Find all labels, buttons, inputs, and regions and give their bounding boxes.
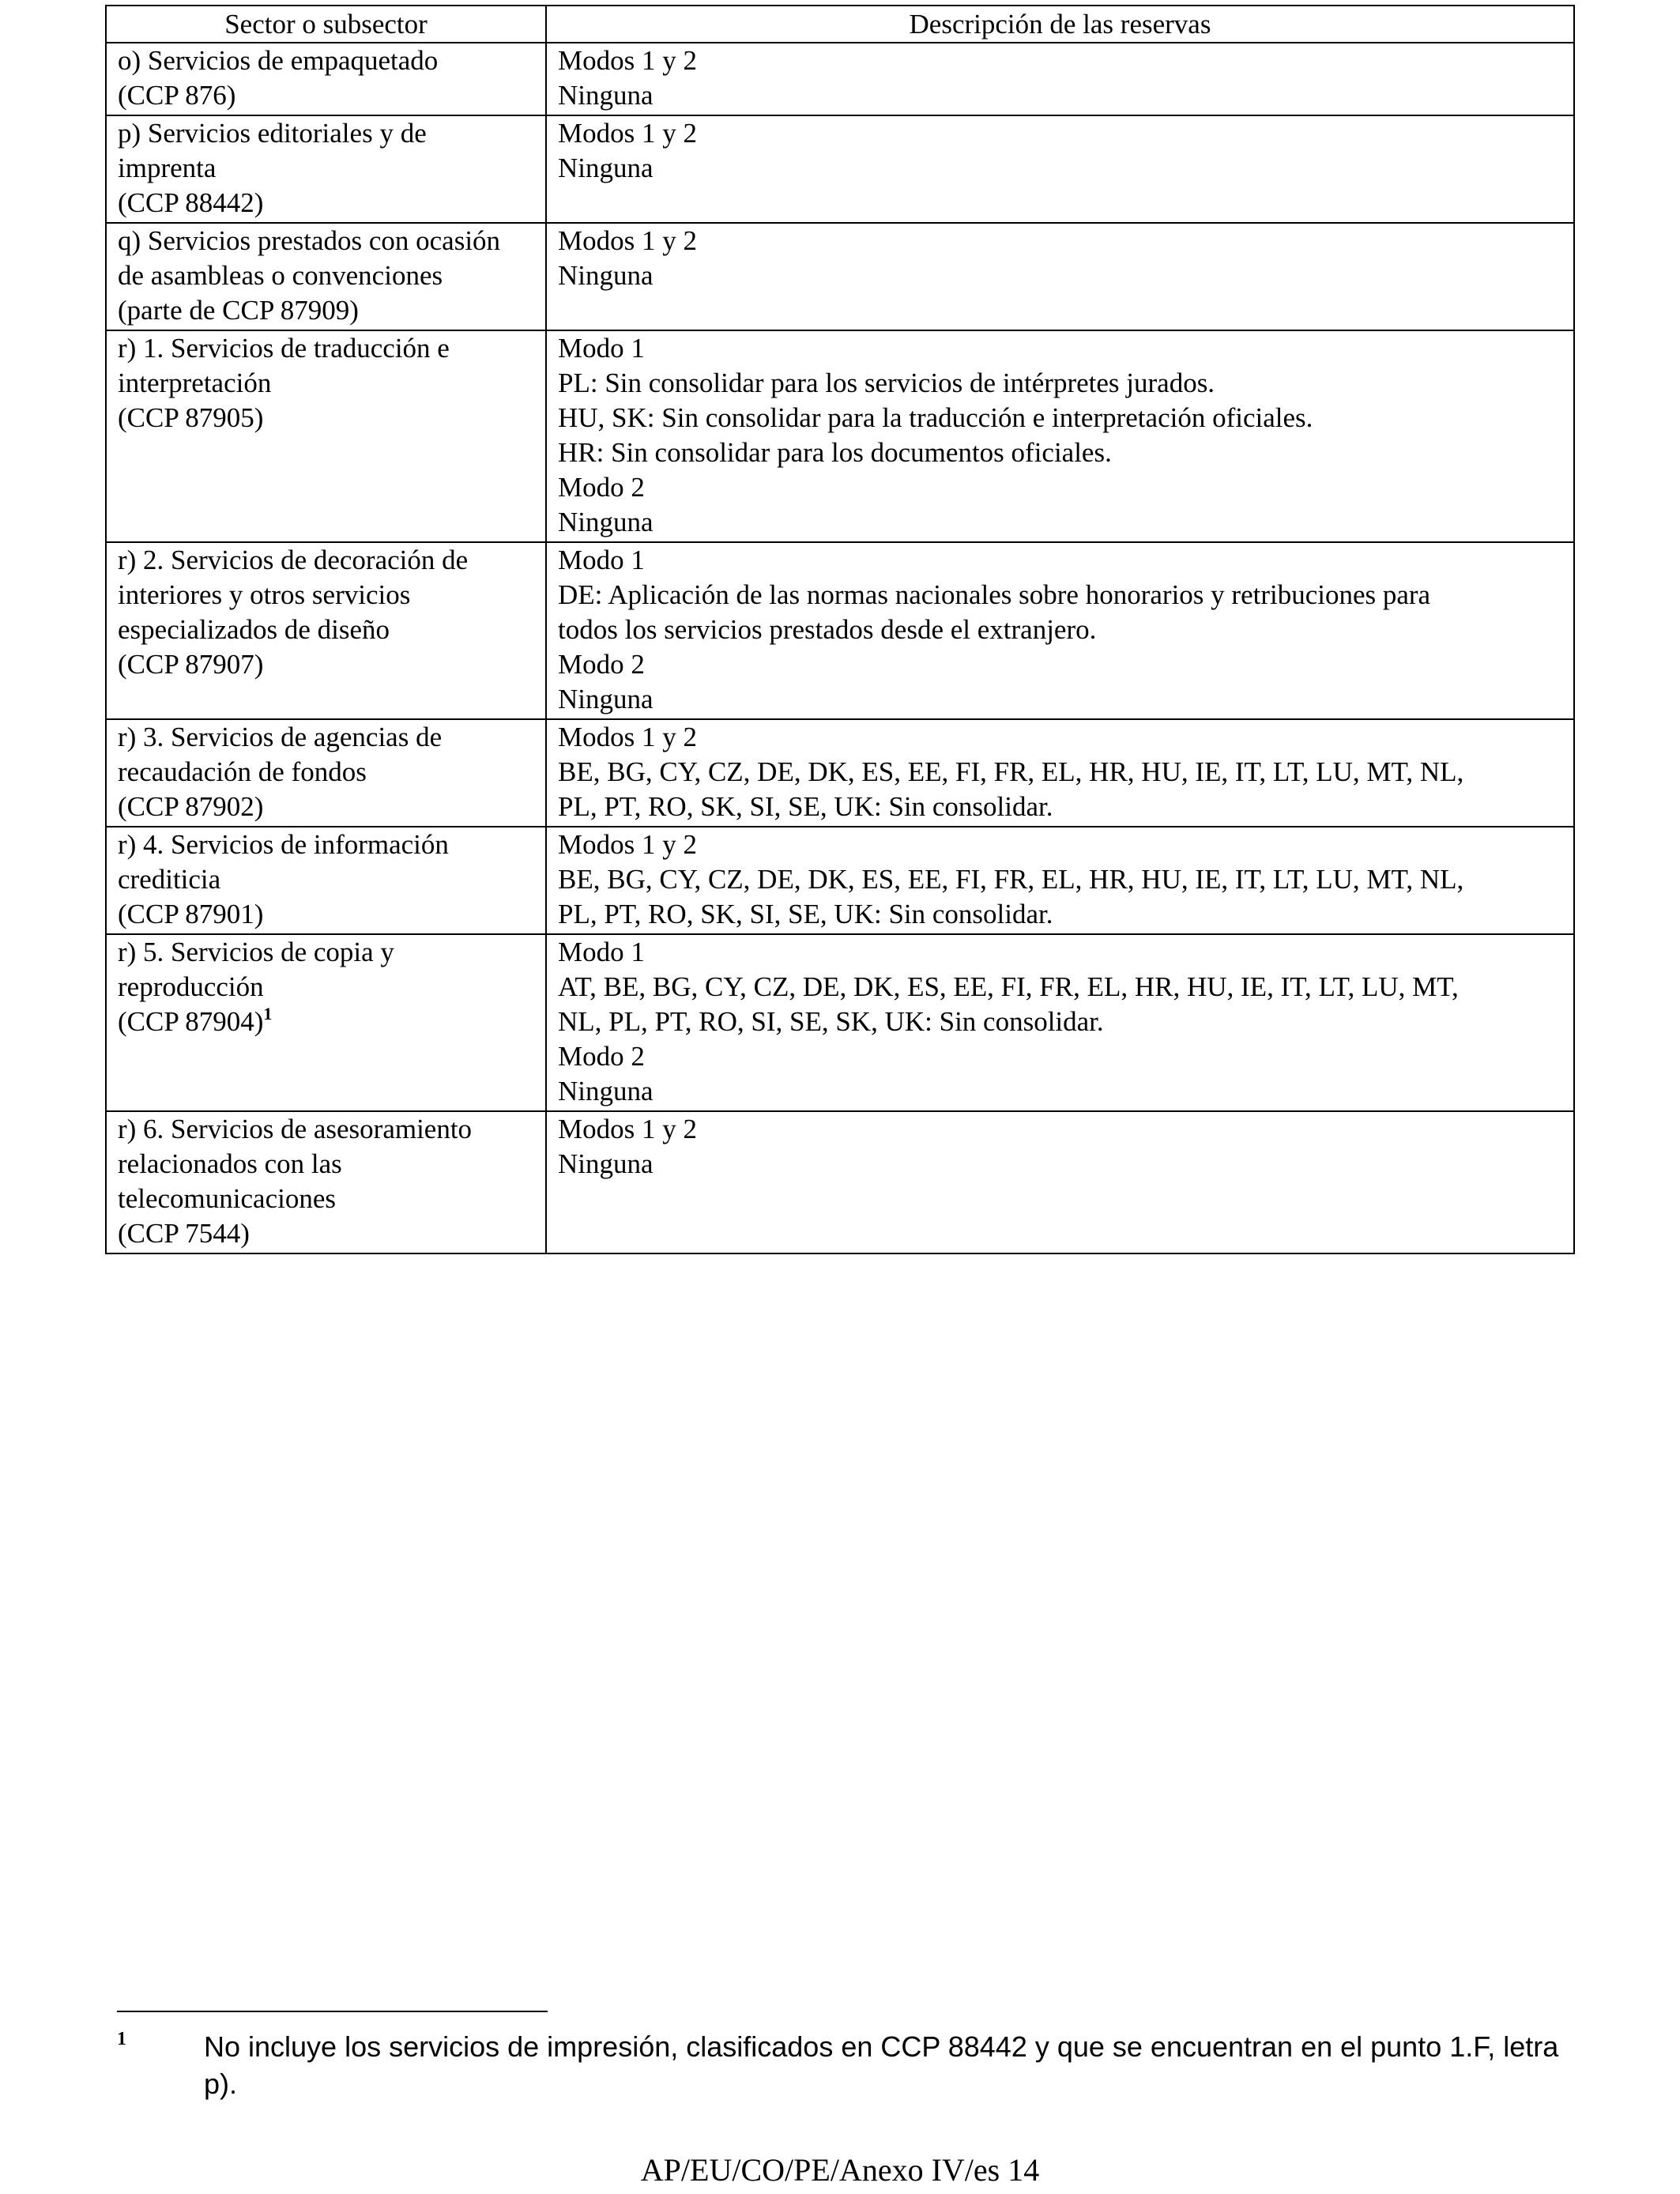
- sector-text: recaudación de fondos: [118, 756, 367, 787]
- reservation-line: Ninguna: [558, 1076, 654, 1106]
- reservation-line: Ninguna: [558, 80, 654, 111]
- sector-text: r) 4. Servicios de información: [118, 829, 449, 860]
- footnote-text: No incluye los servicios de impresión, clasificados en CCP 88442 y que se encuentran en el punto 1.F, letra p).: [204, 2030, 1559, 2100]
- reservation-line: todos los servicios prestados desde el extranjero.: [558, 614, 1097, 645]
- table-header-row: [106, 6, 1574, 43]
- sector-line: [118, 755, 534, 790]
- table-row: [106, 223, 1574, 330]
- reservation-line: Modos 1 y 2: [558, 118, 697, 149]
- reservation-line: Modos 1 y 2: [558, 722, 697, 752]
- sector-line: [118, 331, 534, 366]
- reservations-cell: [546, 934, 1574, 1111]
- reservation-line: Ninguna: [558, 260, 654, 291]
- reservation-line: Ninguna: [558, 684, 654, 714]
- table-row: [106, 330, 1574, 542]
- sector-text: q) Servicios prestados con ocasión: [118, 225, 501, 256]
- sector-cell: [106, 934, 546, 1111]
- sector-text: r) 1. Servicios de traducción e: [118, 333, 450, 364]
- sector-line: [118, 293, 534, 328]
- sector-cell: [106, 1111, 546, 1253]
- sector-cell: [106, 330, 546, 542]
- sector-text: (CCP 87905): [118, 402, 264, 433]
- footnote-number: 1: [117, 2029, 126, 2049]
- sector-line: [118, 151, 534, 186]
- reservations-cell: [546, 542, 1574, 719]
- sector-text: crediticia: [118, 864, 221, 895]
- footnote-separator: [117, 2011, 548, 2012]
- sector-text: p) Servicios editoriales y de: [118, 118, 427, 149]
- sector-text: (CCP 87902): [118, 791, 264, 822]
- reservation-line: HR: Sin consolidar para los documentos oficiales.: [558, 437, 1112, 468]
- sector-line: [118, 647, 534, 682]
- reservation-line: Modo 2: [558, 649, 645, 680]
- sector-line: [118, 1216, 534, 1251]
- sector-line: [118, 578, 534, 613]
- sector-line: [118, 78, 534, 113]
- reservation-line: HU, SK: Sin consolidar para la traducción e interpretación oficiales.: [558, 402, 1313, 433]
- sector-line: [118, 790, 534, 824]
- sector-text: (CCP 7544): [118, 1218, 250, 1249]
- sector-text: (CCP 876): [118, 80, 236, 111]
- reservation-line: Modo 1: [558, 333, 645, 364]
- reservation-line: Modo 2: [558, 472, 645, 503]
- table-row: [106, 542, 1574, 719]
- sector-line: [118, 186, 534, 221]
- page-footer: AP/EU/CO/PE/Anexo IV/es 14: [640, 2152, 1040, 2188]
- reservations-cell: [546, 43, 1574, 115]
- sector-text: (CCP 87901): [118, 899, 264, 929]
- sector-line: [118, 543, 534, 578]
- sector-line: [118, 116, 534, 151]
- sector-text: relacionados con las: [118, 1148, 342, 1179]
- table-body: [106, 43, 1574, 1253]
- sector-text: r) 2. Servicios de decoración de: [118, 545, 469, 575]
- reservation-line: Modo 1: [558, 545, 645, 575]
- sector-line: [118, 43, 534, 78]
- footnote-reference: 1: [263, 1004, 273, 1023]
- reservation-line: AT, BE, BG, CY, CZ, DE, DK, ES, EE, FI, FR, EL, HR, HU, IE, IT, LT, LU, MT,: [558, 971, 1459, 1002]
- sector-text: imprenta: [118, 153, 217, 183]
- sector-line: [118, 258, 534, 293]
- reservation-line: BE, BG, CY, CZ, DE, DK, ES, EE, FI, FR, EL, HR, HU, IE, IT, LT, LU, MT, NL,: [558, 756, 1464, 787]
- sector-text: telecomunicaciones: [118, 1183, 336, 1214]
- reservation-line: Ninguna: [558, 1148, 654, 1179]
- sector-line: [118, 827, 534, 862]
- header-description: Descripción de las reservas: [546, 6, 1574, 43]
- sector-text: (parte de CCP 87909): [118, 295, 359, 326]
- sector-text: r) 6. Servicios de asesoramiento: [118, 1114, 473, 1144]
- reservations-cell: [546, 223, 1574, 330]
- sector-line: [118, 613, 534, 647]
- reservation-line: Modos 1 y 2: [558, 45, 697, 76]
- reservations-table: [105, 5, 1575, 1254]
- sector-text: (CCP 87907): [118, 649, 264, 680]
- reservation-line: NL, PL, PT, RO, SI, SE, SK, UK: Sin consolidar.: [558, 1006, 1104, 1037]
- reservation-line: DE: Aplicación de las normas nacionales sobre honorarios y retribuciones para: [558, 579, 1431, 610]
- sector-line: [118, 897, 534, 932]
- reservations-cell: [546, 330, 1574, 542]
- sector-cell: [106, 542, 546, 719]
- sector-text: r) 5. Servicios de copia y: [118, 937, 394, 967]
- sector-text: interpretación: [118, 368, 272, 398]
- sector-line: [118, 935, 534, 970]
- sector-text: r) 3. Servicios de agencias de: [118, 722, 443, 752]
- table-row: [106, 115, 1574, 223]
- sector-text: (CCP 88442): [118, 187, 264, 218]
- sector-line: [118, 1005, 534, 1039]
- sector-text: reproducción: [118, 971, 264, 1002]
- sector-line: [118, 862, 534, 897]
- sector-line: [118, 1182, 534, 1216]
- reservation-line: Modos 1 y 2: [558, 1114, 697, 1144]
- reservations-cell: [546, 827, 1574, 934]
- sector-cell: [106, 719, 546, 827]
- sector-text: o) Servicios de empaquetado: [118, 45, 439, 76]
- reservations-cell: [546, 1111, 1574, 1253]
- sector-text: interiores y otros servicios: [118, 579, 411, 610]
- sector-line: [118, 1147, 534, 1182]
- sector-text: (CCP 87904): [118, 1006, 264, 1037]
- table-row: [106, 719, 1574, 827]
- header-sector: Sector o subsector: [106, 6, 546, 43]
- reservation-line: Modo 1: [558, 937, 645, 967]
- sector-line: [118, 366, 534, 401]
- table-row: [106, 43, 1574, 115]
- sector-cell: [106, 43, 546, 115]
- reservations-cell: [546, 115, 1574, 223]
- reservation-line: Modos 1 y 2: [558, 225, 697, 256]
- reservation-line: PL, PT, RO, SK, SI, SE, UK: Sin consolidar.: [558, 791, 1053, 822]
- sector-cell: [106, 223, 546, 330]
- table-row: [106, 934, 1574, 1111]
- sector-line: [118, 970, 534, 1005]
- sector-line: [118, 1112, 534, 1147]
- reservation-line: Modos 1 y 2: [558, 829, 697, 860]
- sector-line: [118, 224, 534, 258]
- sector-line: [118, 401, 534, 435]
- table-row: [106, 1111, 1574, 1253]
- reservation-line: Modo 2: [558, 1041, 645, 1072]
- sector-text: especializados de diseño: [118, 614, 390, 645]
- reservation-line: Ninguna: [558, 153, 654, 183]
- reservation-line: PL, PT, RO, SK, SI, SE, UK: Sin consolidar.: [558, 899, 1053, 929]
- reservation-line: Ninguna: [558, 507, 654, 537]
- sector-line: [118, 720, 534, 755]
- sector-cell: [106, 115, 546, 223]
- reservation-line: PL: Sin consolidar para los servicios de intérpretes jurados.: [558, 368, 1215, 398]
- sector-text: de asambleas o convenciones: [118, 260, 443, 291]
- reservations-cell: [546, 719, 1574, 827]
- table-row: [106, 827, 1574, 934]
- sector-cell: [106, 827, 546, 934]
- reservation-line: BE, BG, CY, CZ, DE, DK, ES, EE, FI, FR, EL, HR, HU, IE, IT, LT, LU, MT, NL,: [558, 864, 1464, 895]
